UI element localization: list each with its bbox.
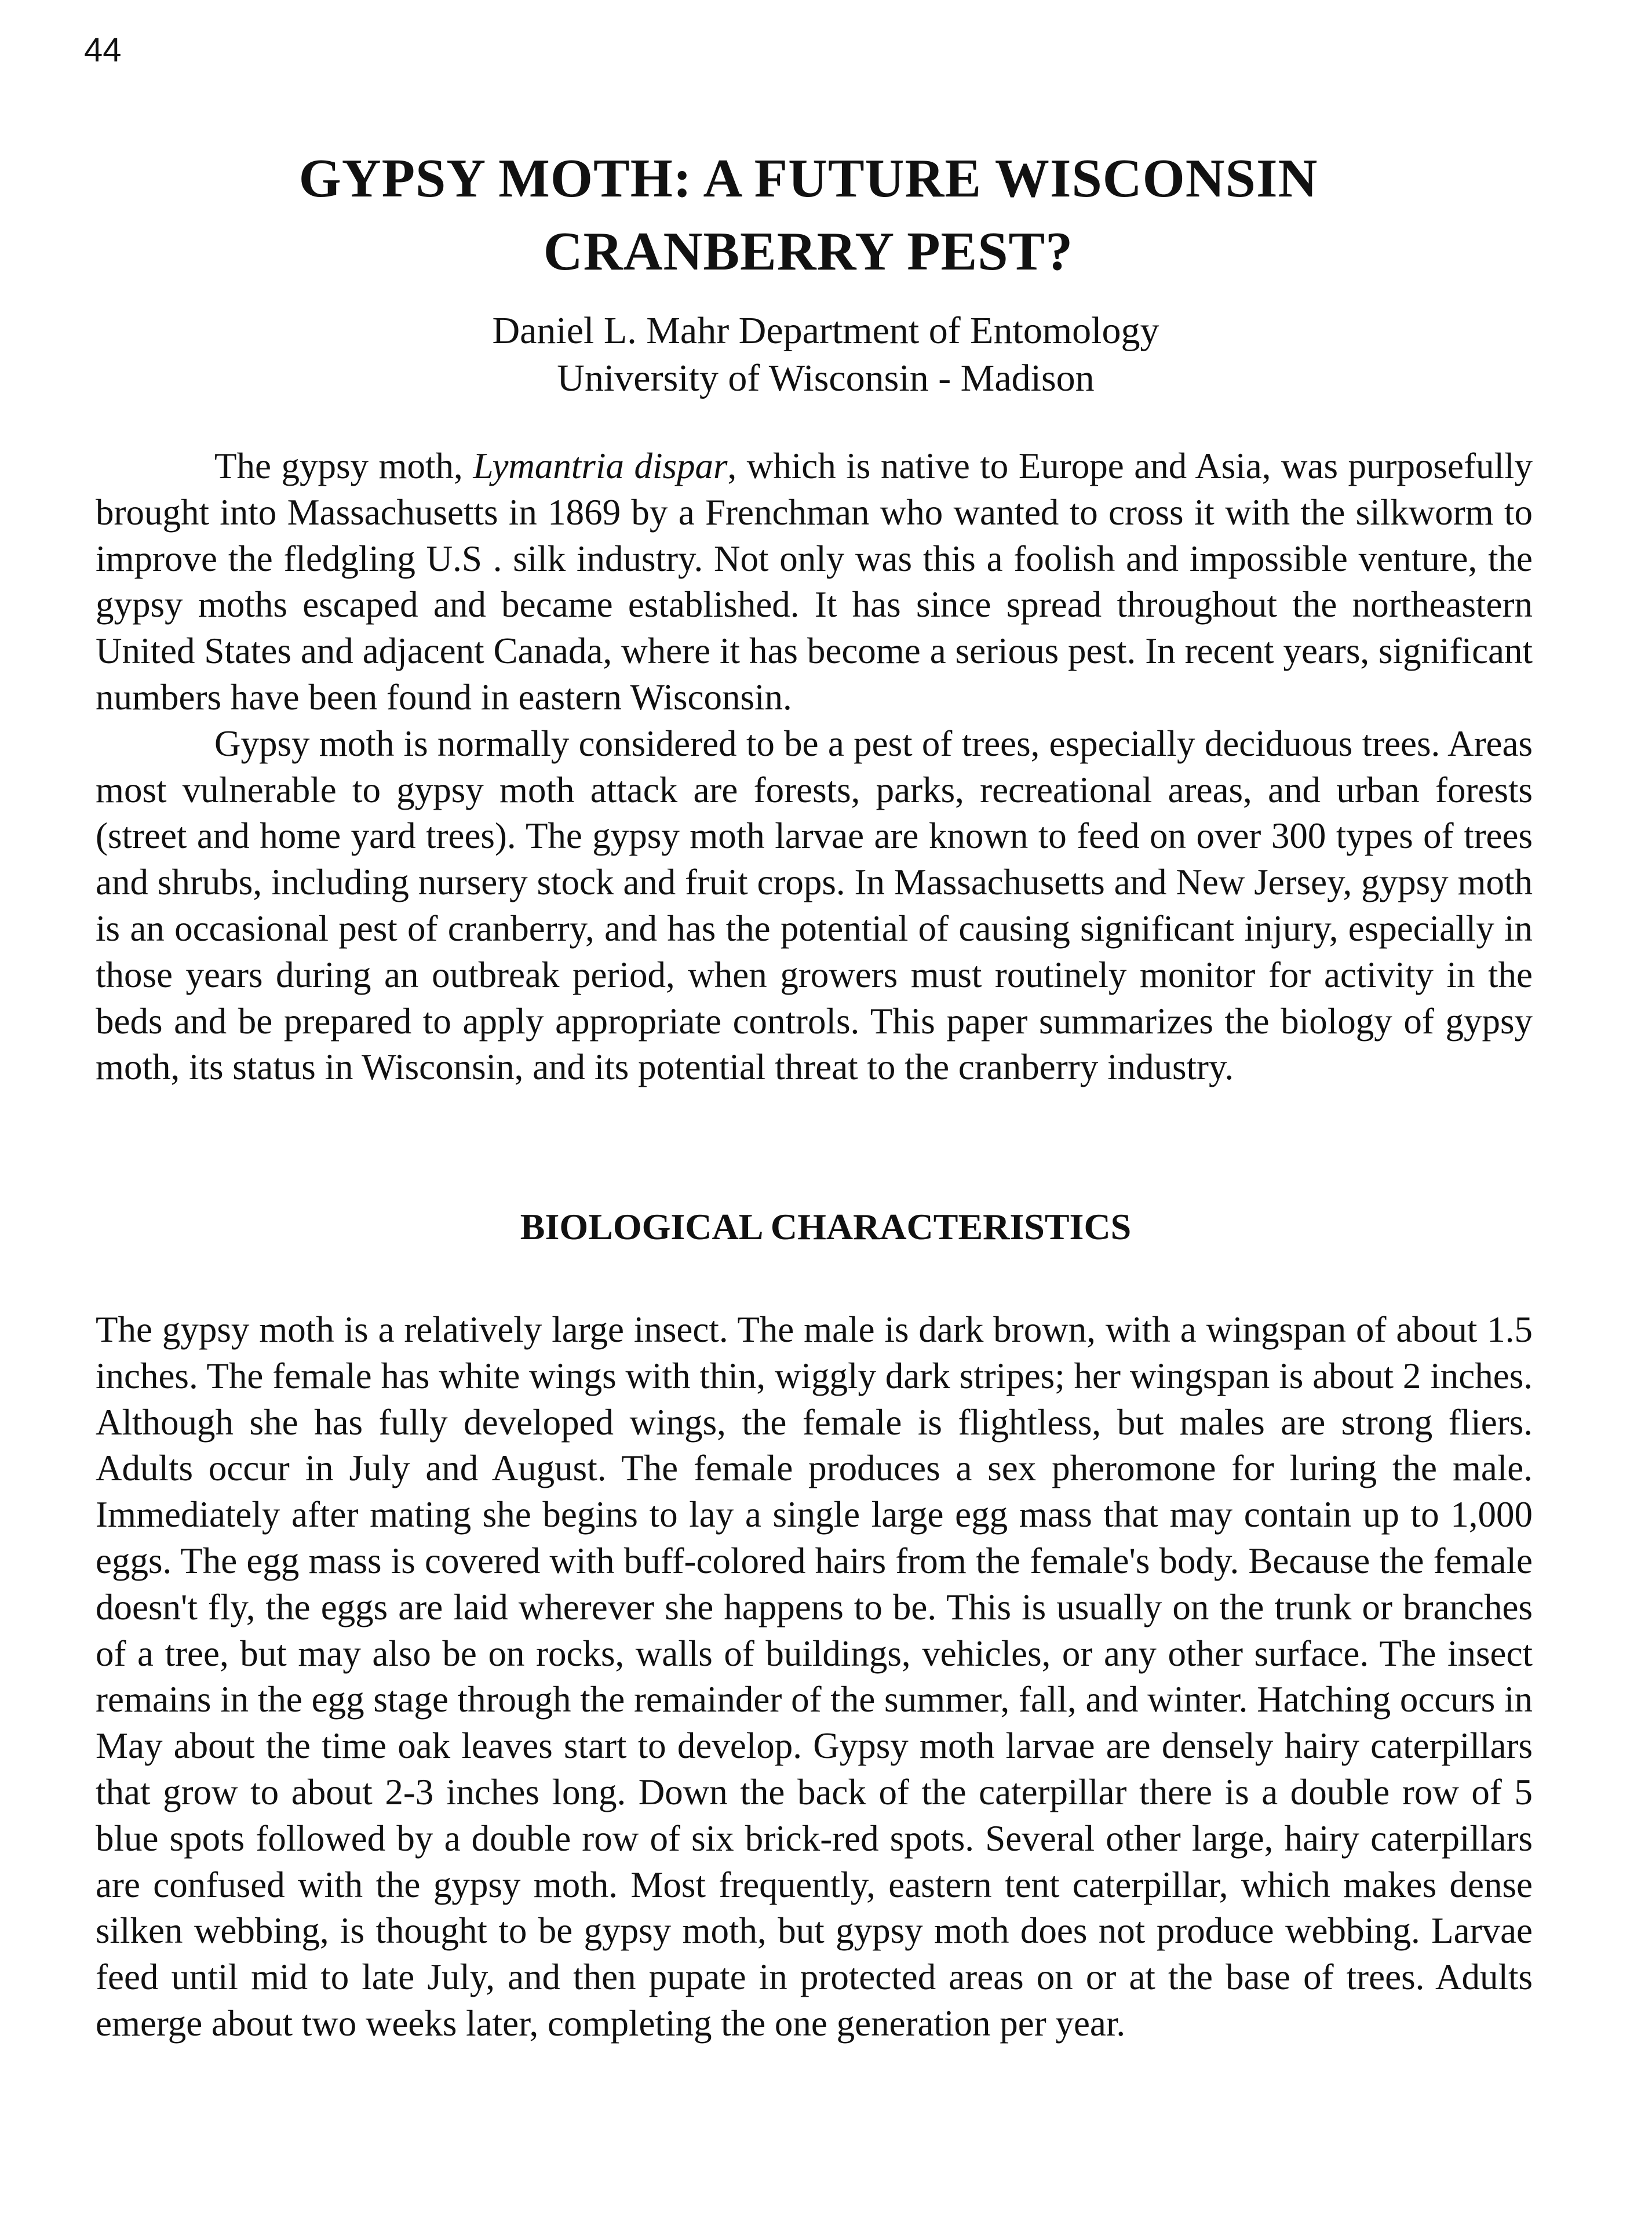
intro-paragraph-2: Gypsy moth is normally considered to be a pest of trees, especially deciduous trees. Areas most vulnerable to gypsy moth attack are forests, parks, recreational areas, and urban forests (street and home yard trees). The gypsy moth larvae are known to feed on over 300 types of trees and shrubs, including nursery stock and fruit crops. In Massachusetts and New Jersey, gypsy moth is an occasional pest of cranberry, and has the potential of causing significant injury, especially in those years during an outbreak period, when growers must routinely monitor for activity in the beds and be prepared to apply appropriate controls. This paper summarizes the biology of gypsy moth, its status in Wisconsin, and its potential threat to the cranberry industry. xyxy=(96,723,1533,1088)
intro-section xyxy=(96,443,1533,1091)
affiliation-line: University of Wisconsin - Madison xyxy=(557,357,1095,399)
intro-paragraph-1-rest: , which is native to Europe and Asia, was purposefully brought into Massachusetts in 1869 by a Frenchman who wanted to cross it with the silkworm to improve the fledgling U.S . silk industry. Not only was this a foolish and impossible venture, the gypsy moths escaped and became established. It has since spread throughout the northeastern United States and adjacent Canada, where it has become a serious pest. In recent years, significant numbers have been found in eastern Wisconsin. xyxy=(96,446,1533,718)
author-line: Daniel L. Mahr Department of Entomology xyxy=(492,310,1159,352)
article-title: GYPSY MOTH: A FUTURE WISCONSIN CRANBERRY PEST? xyxy=(298,148,1318,282)
author-block xyxy=(348,307,1304,402)
page-number: 44 xyxy=(84,31,122,69)
biological-characteristics-section xyxy=(96,1307,1533,2047)
intro-paragraph-1 xyxy=(96,443,1533,721)
species-name: Lymantria dispar xyxy=(473,446,728,486)
intro-paragraph-1-start: The gypsy moth, xyxy=(214,446,473,486)
biological-characteristics-paragraph: The gypsy moth is a relatively large insect. The male is dark brown, with a wingspan of about 1.5 inches. The female has white wings with thin, wiggly dark stripes; her wingspan is about 2 inches. Although she has fully developed wings, the female is flightless, but males are strong fliers. Adults occur in July and August. The female produces a sex pheromone for luring the male. Immediately after mating she begins to lay a single large egg mass that may contain up to 1,000 eggs. The egg mass is covered with buff-colored hairs from the female's body. Because the female doesn't fly, the eggs are laid wherever she happens to be. This is usually on the trunk or branches of a tree, but may also be on rocks, walls of buildings, vehicles, or any other surface. The insect remains in the egg stage through the remainder of the summer, fall, and winter. Hatching occurs in May about the time oak leaves start to develop. Gypsy moth larvae are densely hairy caterpillars that grow to about 2-3 inches long. Down the back of the caterpillar there is a double row of 5 blue spots followed by a double row of six brick-red spots. Several other large, hairy caterpillars are confused with the gypsy moth. Most frequently, eastern tent caterpillar, which makes dense silken webbing, is thought to be gypsy moth, but gypsy moth does not produce webbing. Larvae feed until mid to late July, and then pupate in protected areas on or at the base of trees. Adults emerge about two weeks later, completing the one generation per year. xyxy=(96,1309,1533,2044)
section-heading-biological-characteristics: BIOLOGICAL CHARACTERISTICS xyxy=(520,1206,1132,1247)
